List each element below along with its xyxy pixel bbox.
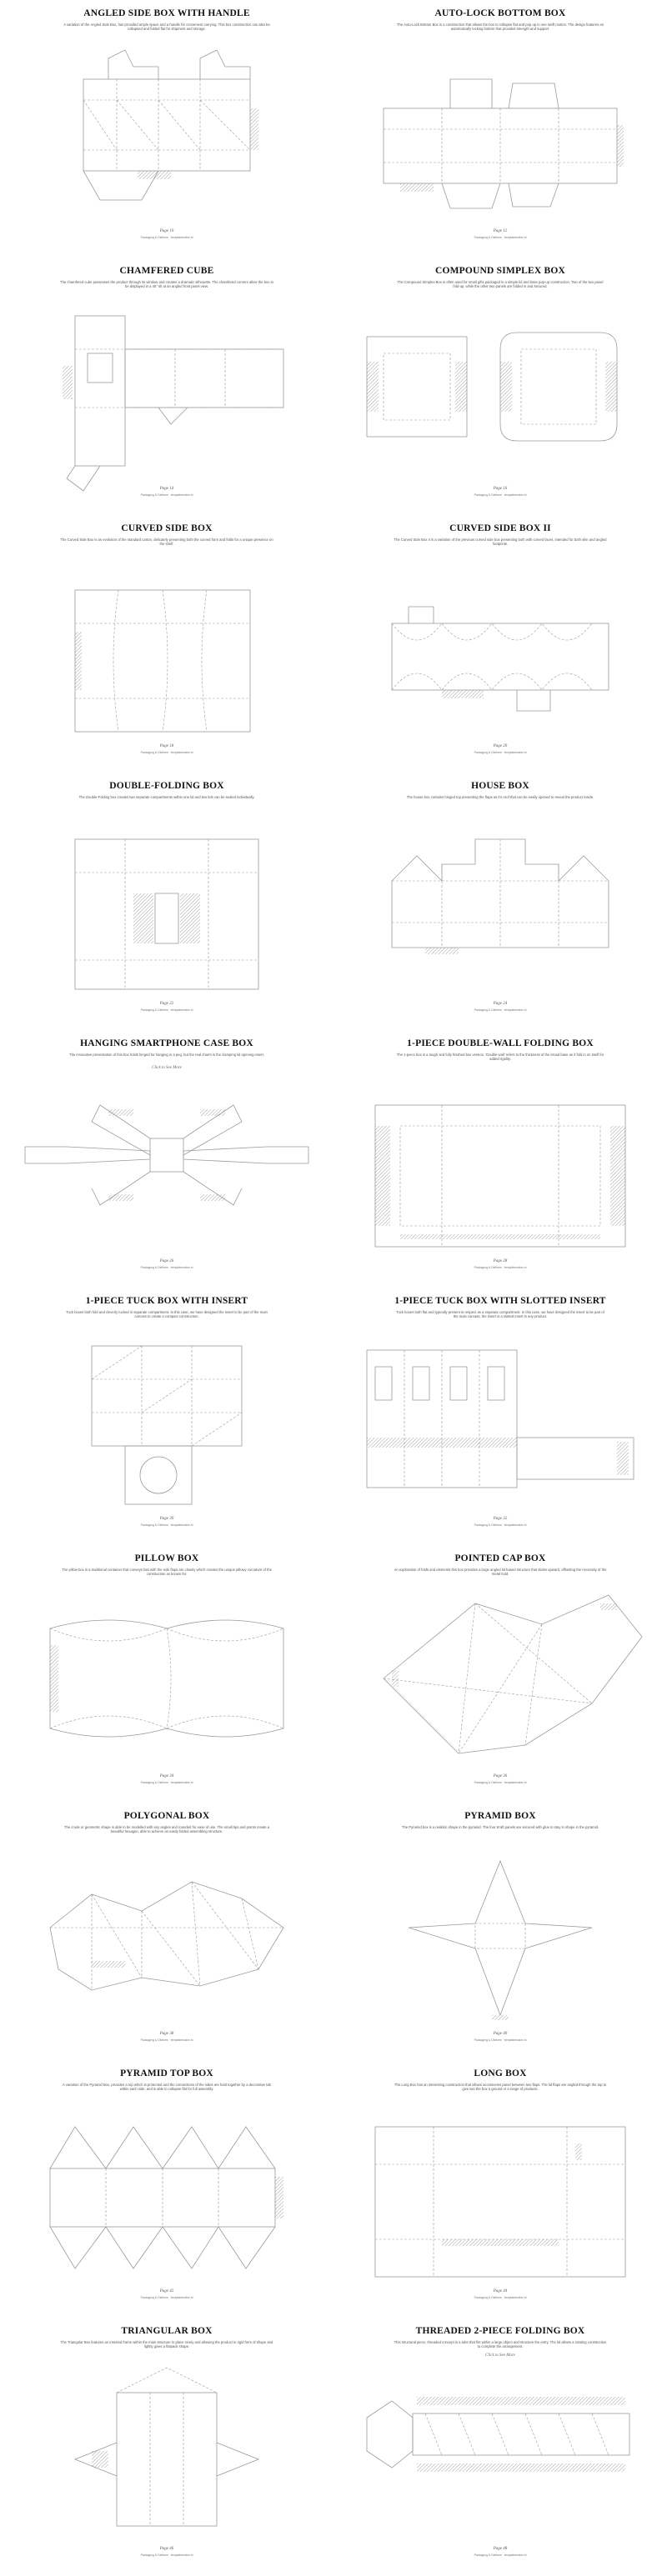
page-number: Page 38 xyxy=(159,2032,174,2036)
panel-house-box xyxy=(334,773,667,1030)
page-number: Page 44 xyxy=(493,2289,508,2293)
panel-title: DOUBLE-FOLDING BOX xyxy=(109,781,224,791)
page-number: Page 30 xyxy=(159,1517,174,1521)
dieline-diagram xyxy=(0,1803,334,2060)
dieline-diagram xyxy=(334,258,667,515)
see-more-link[interactable]: Click to See More xyxy=(152,1066,182,1070)
panel-pyramid-box xyxy=(334,1803,667,2060)
page-number: Page 12 xyxy=(493,229,508,233)
dieline-diagram xyxy=(0,1288,334,1545)
panel-title: HANGING SMARTPHONE CASE BOX xyxy=(80,1038,253,1048)
credit-line: Packaging & Dielines · templatemaker.nl xyxy=(140,1008,193,1012)
panel-description: The Long Box has an interesting construction that allows accessories panel between two flaps. The lid flaps are angled through the top to give two the box a ground or a range of products. xyxy=(394,2083,607,2092)
credit-line: Packaging & Dielines · templatemaker.nl xyxy=(474,2553,527,2557)
dieline-diagram xyxy=(334,2318,667,2575)
dieline-diagram xyxy=(0,515,334,773)
panel-description: The Double-Folding box creates two separate compartments within one lid and two lids can be sealed individually. xyxy=(78,795,255,799)
dieline-diagram xyxy=(0,1030,334,1288)
credit-line: Packaging & Dielines · templatemaker.nl xyxy=(140,2038,193,2042)
panel-description: The innovative presentation of this box holds hinged for hanging in a peg, but the real charm is the clamping lid opening insert. xyxy=(69,1053,264,1057)
panel-description: This structural piece, threaded concept is a tube that fits within a large object and structure the entry. The lid allows a rotating construction to complete the arrangement. xyxy=(394,2340,607,2349)
panel-description: A variation of the Pyramid Box, provides a top which is protected and the connections of the sides are held together by a decorative tab within each side, and is able to collapse flat for full assembly. xyxy=(62,2083,271,2092)
panel-title: AUTO-LOCK BOTTOM BOX xyxy=(434,8,566,18)
credit-line: Packaging & Dielines · templatemaker.nl xyxy=(474,1781,527,1784)
panel-chamfered-cube xyxy=(0,258,334,515)
panel-double-folding-box xyxy=(0,773,334,1030)
credit-line: Packaging & Dielines · templatemaker.nl xyxy=(474,1008,527,1012)
panel-threaded-folding-box xyxy=(334,2318,667,2575)
panel-description: An exploration of folds and elements this box provides a large angled lid based structure that slides upward, offsetting the necessity of the metal hold. xyxy=(394,1568,607,1577)
panel-hanging-smartphone-case-box xyxy=(0,1030,334,1288)
panel-title: COMPOUND SIMPLEX BOX xyxy=(434,266,566,276)
see-more-link[interactable]: Click to See More xyxy=(485,2353,515,2358)
page-number: Page 22 xyxy=(159,1002,174,1006)
panel-description: The 1-piece box is a tough and fully finished box version. 'Double wall' refers to the thickness of the broad base as it fold in on itself for added rigidity. xyxy=(396,1053,604,1062)
credit-line: Packaging & Dielines · templatemaker.nl xyxy=(140,2553,193,2557)
credit-line: Packaging & Dielines · templatemaker.nl xyxy=(474,2038,527,2042)
panel-compound-simplex-box xyxy=(334,258,667,515)
panel-long-box xyxy=(334,2060,667,2318)
panel-title: HOUSE BOX xyxy=(471,781,529,791)
page-number: Page 18 xyxy=(159,744,174,748)
page-number: Page 26 xyxy=(159,1259,174,1263)
page-number: Page 16 xyxy=(493,487,508,491)
panel-description: The Pyramid box is a realistic shape in the pyramid. The four Kraft panels are secured with glue to stay in shape in the pyramid. xyxy=(401,1825,599,1829)
page-number: Page 42 xyxy=(159,2289,174,2293)
dieline-diagram xyxy=(334,773,667,1030)
panel-description: The Auto-Lock Bottom Box is a construction that allows the box to collapse flat and pop up in one swift motion. The design features an automatically locking bottom that provides strength and support. xyxy=(396,23,604,32)
panel-polygonal-box xyxy=(0,1803,334,2060)
dieline-diagram xyxy=(334,1030,667,1288)
credit-line: Packaging & Dielines · templatemaker.nl xyxy=(140,1266,193,1269)
panel-title: PYRAMID TOP BOX xyxy=(120,2068,213,2078)
panel-description: Tuck boxes both flat and typically present to respect as a separate compartment. In this case, we have designed the insert to be part of the main carcass, the insert is a slotted insert in any product. xyxy=(396,1310,604,1319)
dieline-diagram xyxy=(334,1288,667,1545)
page-number: Page 20 xyxy=(493,744,508,748)
panel-title: PILLOW BOX xyxy=(134,1553,199,1563)
panel-description: The pillow box is a traditional container that conveys fast with the side flaps are closely which creates the unique pillowy curvature of the construction as known for. xyxy=(62,1568,272,1577)
panel-title: POINTED CAP BOX xyxy=(454,1553,546,1563)
panel-title: PYRAMID BOX xyxy=(464,1811,536,1821)
panel-pillow-box xyxy=(0,1545,334,1803)
panel-tuck-box-with-slotted-insert xyxy=(334,1288,667,1545)
dieline-diagram xyxy=(334,1803,667,2060)
panel-title: POLYGONAL BOX xyxy=(123,1811,210,1821)
panel-triangular-box xyxy=(0,2318,334,2575)
page-number: Page 34 xyxy=(159,1774,174,1778)
panel-title: ANGLED SIDE BOX WITH HANDLE xyxy=(83,8,250,18)
credit-line: Packaging & Dielines · templatemaker.nl xyxy=(474,2296,527,2299)
credit-line: Packaging & Dielines · templatemaker.nl xyxy=(474,236,527,239)
page-number: Page 28 xyxy=(493,1259,508,1263)
credit-line: Packaging & Dielines · templatemaker.nl xyxy=(474,1523,527,1527)
page-number: Page 40 xyxy=(493,2032,508,2036)
credit-line: Packaging & Dielines · templatemaker.nl xyxy=(474,1266,527,1269)
dieline-diagram xyxy=(0,773,334,1030)
panel-title: THREADED 2-PIECE FOLDING BOX xyxy=(415,2326,585,2336)
panel-tuck-box-with-insert xyxy=(0,1288,334,1545)
panel-description: The crude or geometric shape is able to be modelled with any angles and rounded for ease of use. The small tips and points create a beautiful hexagon, able to achieve an easily folded assembling structure. xyxy=(63,1825,270,1834)
panel-title: LONG BOX xyxy=(474,2068,527,2078)
panel-curved-side-box-ii xyxy=(334,515,667,773)
panel-double-wall-folding-box xyxy=(334,1030,667,1288)
panel-title: 1-PIECE TUCK BOX WITH INSERT xyxy=(85,1296,248,1306)
panel-title: CURVED SIDE BOX II xyxy=(449,523,551,533)
dieline-diagram xyxy=(0,2318,334,2575)
credit-line: Packaging & Dielines · templatemaker.nl xyxy=(140,236,193,239)
panel-title: CURVED SIDE BOX xyxy=(121,523,213,533)
credit-line: Packaging & Dielines · templatemaker.nl xyxy=(474,751,527,754)
panel-title: 1-PIECE TUCK BOX WITH SLOTTED INSERT xyxy=(394,1296,606,1306)
dieline-diagram xyxy=(334,515,667,773)
panel-pointed-cap-box xyxy=(334,1545,667,1803)
dieline-diagram xyxy=(334,0,667,258)
credit-line: Packaging & Dielines · templatemaker.nl xyxy=(140,751,193,754)
credit-line: Packaging & Dielines · templatemaker.nl xyxy=(140,2296,193,2299)
page-number: Page 24 xyxy=(493,1002,508,1006)
page-number: Page 48 xyxy=(493,2547,508,2551)
page-number: Page 10 xyxy=(159,229,174,233)
panel-description: A variation of the Angled Side Box, has provided ample space and a handle for convenient carrying. This box construction can also be collapsed and folded flat for shipment and storage. xyxy=(63,23,270,32)
credit-line: Packaging & Dielines · templatemaker.nl xyxy=(140,1781,193,1784)
panel-description: The Compound Simplex Box is often used for small gifts packaged in a simple lid and base pop-up construction. Two of the two panel fold-up, while the other two panels are folded in and secured. xyxy=(397,280,604,289)
panel-title: 1-PIECE DOUBLE-WALL FOLDING BOX xyxy=(407,1038,594,1048)
panel-description: The chamfered cube possesses the product through its window and creates a dramatic silhouette. The chamfered corners allow the box to be displayed in a 45° tilt at an angled front panel view. xyxy=(60,280,273,289)
panel-angled-side-box xyxy=(0,0,334,258)
panel-description: The Curved Side Box is an evolution of the standard carton, delicately presenting both the curved form and folds for a unique presence on the shelf. xyxy=(60,538,273,547)
page-number: Page 14 xyxy=(159,487,174,491)
dieline-diagram xyxy=(334,1545,667,1803)
panel-title: TRIANGULAR BOX xyxy=(121,2326,213,2336)
dieline-diagram xyxy=(0,1545,334,1803)
panel-description: Tuck boxes both fold and cleverly tucked in separate compartment. In this case, we have designed the insert to be part of the main carcass to create a compact construction. xyxy=(66,1310,268,1319)
credit-line: Packaging & Dielines · templatemaker.nl xyxy=(140,1523,193,1527)
dieline-diagram xyxy=(0,2060,334,2318)
page-number: Page 32 xyxy=(493,1517,508,1521)
panel-auto-lock-bottom-box xyxy=(334,0,667,258)
panel-pyramid-top-box xyxy=(0,2060,334,2318)
credit-line: Packaging & Dielines · templatemaker.nl xyxy=(140,493,193,497)
dieline-diagram xyxy=(0,258,334,515)
panel-curved-side-box xyxy=(0,515,334,773)
panel-description: The Triangular Box features an inserted frame within the main structure to place nicely and allowing the product in rigid form of shape and lightly gives a flatpack shape. xyxy=(60,2340,273,2349)
panel-title: CHAMFERED CUBE xyxy=(119,266,214,276)
panel-description: The house box contains hinged top presenting the flaps as it's roof that can be easily opened to reveal the product inside. xyxy=(406,795,594,799)
dieline-diagram xyxy=(334,2060,667,2318)
page-number: Page 46 xyxy=(159,2547,174,2551)
credit-line: Packaging & Dielines · templatemaker.nl xyxy=(474,493,527,497)
panel-description: The Curved Side Box II is a variation of the previous curved side box presenting both with curved faces, intended for both slim and angled footprints. xyxy=(394,538,607,547)
page-number: Page 36 xyxy=(493,1774,508,1778)
dieline-diagram xyxy=(0,0,334,258)
